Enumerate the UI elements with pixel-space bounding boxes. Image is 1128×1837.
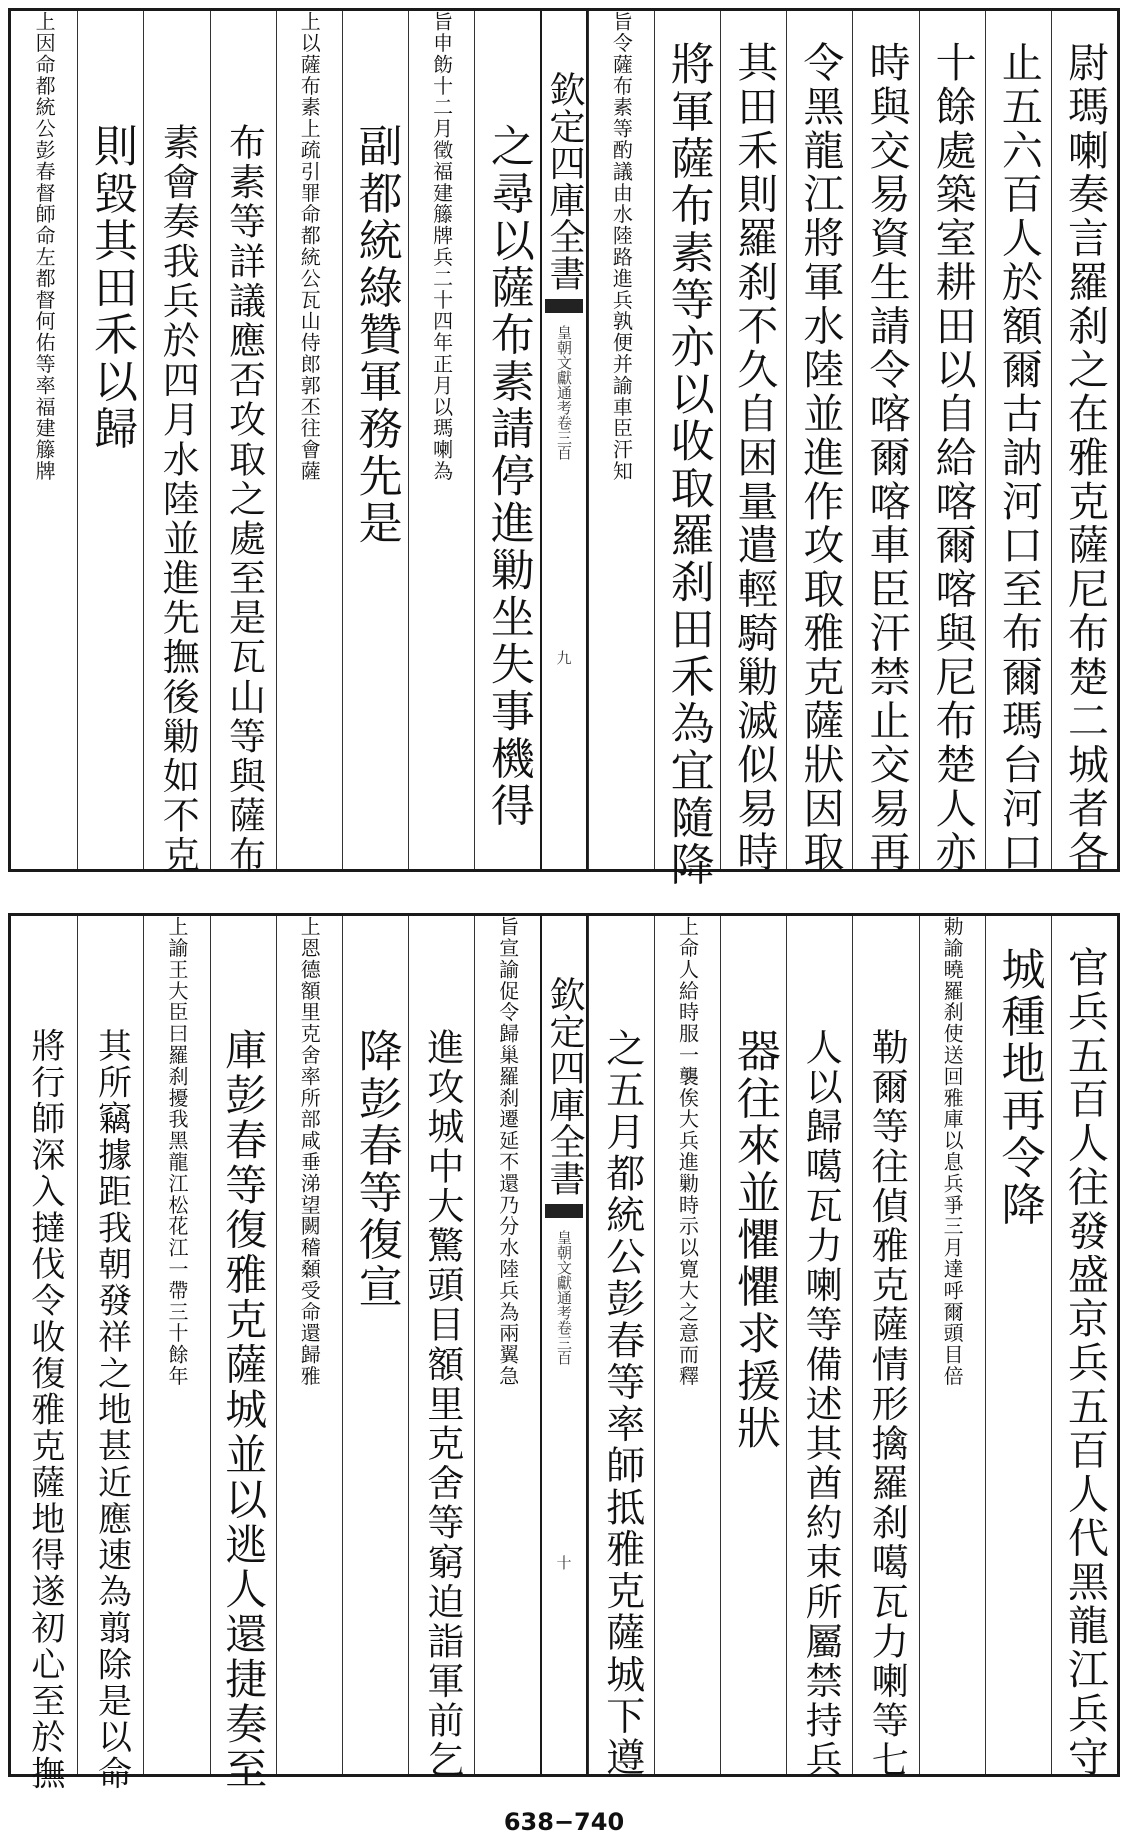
column-text: 旨宣諭促令歸巢羅刹遷延不還乃分水陸兵為兩翼急 (495, 916, 520, 1387)
text-column (276, 11, 342, 869)
text-column (474, 11, 540, 869)
text-column (77, 11, 143, 869)
text-column (342, 916, 408, 1774)
text-column (77, 916, 143, 1792)
text-column (720, 916, 786, 1774)
text-column (852, 11, 918, 875)
column-text: 上以薩布素上疏引罪命都統公瓦山侍郎郭丕往會薩 (297, 11, 322, 482)
column-text: 將軍薩布素等亦以收取羅刹田禾為宜隨降 (662, 41, 714, 889)
banner-subtitle: 皇朝文獻通考卷三百 (555, 325, 574, 461)
column-text: 則毀其田禾以歸 (85, 123, 137, 453)
column-text: 庫彭春等復雅克薩城並以逃人還捷奏至 (219, 1028, 269, 1792)
text-column (342, 11, 408, 869)
text-column (1051, 11, 1117, 875)
banner-column (540, 11, 587, 869)
column-text: 器往來並懼懼求援狀 (728, 1028, 780, 1452)
text-column (474, 916, 540, 1774)
column-text: 城種地再令降 (993, 946, 1045, 1229)
text-column (654, 11, 720, 889)
column-text: 其田禾則羅刹不久自困量遣輕騎勦滅似易時 (730, 41, 779, 875)
column-text: 素會奏我兵於四月水陸並進先撫後勦如不克 (156, 123, 200, 876)
column-text: 十餘處築室耕田以自給喀爾喀與尼布楚人亦 (928, 41, 977, 875)
text-column (408, 11, 474, 869)
column-text: 上諭王大臣曰羅刹擾我黑龍江松花江一帶三十餘年 (164, 916, 189, 1387)
column-text: 上因命都統公彭春督師命左都督何佑等率福建籐牌 (32, 11, 57, 482)
text-column (408, 916, 474, 1781)
text-column (11, 11, 77, 869)
fishtail-ornament (545, 299, 583, 313)
text-column (276, 916, 342, 1774)
column-text: 上命人給時服一襲俟大兵進勦時示以寛大之意而釋 (675, 916, 700, 1387)
text-column (588, 916, 654, 1780)
column-text: 尉瑪喇奏言羅刹之在雅克薩尼布楚二城者各 (1060, 41, 1109, 875)
text-column (852, 916, 918, 1781)
column-text: 時與交易資生請令喀爾喀車臣汗禁止交易再 (862, 41, 911, 875)
bottom-page (0, 905, 1128, 1792)
column-text: 布素等詳議應否攻取之處至是瓦山等與薩布 (222, 123, 266, 876)
column-text: 官兵五百人往發盛京兵五百人代黑龍江兵守 (1060, 946, 1109, 1780)
text-column (210, 11, 276, 876)
text-column (1051, 916, 1117, 1780)
column-text: 之尋以薩布素請停進勦坐失事機得 (482, 123, 534, 830)
text-column (654, 916, 720, 1774)
column-text: 其所竊據距我朝發祥之地甚近應速為翦除是以命 (91, 1028, 132, 1792)
banner-page-number: 九 (554, 650, 573, 666)
text-column (143, 11, 209, 876)
text-column (786, 916, 852, 1781)
text-column (985, 11, 1051, 875)
column-text: 勒爾等往偵雅克薩情形擒羅刹噶瓦力喇等七 (865, 1028, 909, 1781)
text-column (210, 916, 276, 1792)
column-text: 副都統綠贊軍務先是 (350, 123, 402, 547)
page-number: 638−740 (503, 1808, 625, 1836)
banner-column (540, 916, 587, 1774)
column-text: 進攻城中大驚頭目額里克舍等窮迫詣軍前乞 (420, 1028, 464, 1781)
text-column (985, 916, 1051, 1774)
column-text: 旨令薩布素等酌議由水陸路進兵孰便并諭車臣汗知 (609, 11, 634, 482)
text-column (720, 11, 786, 875)
top-page (0, 0, 1128, 889)
column-text: 上恩德額里克舍率所部咸垂涕望闕稽顙受命還歸雅 (297, 916, 322, 1387)
banner-title: 欽定四庫全書 (544, 71, 586, 292)
column-text: 人以歸噶瓦力喇等備述其酋約束所屬禁持兵 (799, 1028, 843, 1781)
text-column (786, 11, 852, 875)
text-column (11, 916, 77, 1792)
top-page-columns (11, 11, 1117, 889)
banner-subtitle: 皇朝文獻通考卷三百 (555, 1230, 574, 1366)
text-column (919, 11, 985, 875)
text-column (143, 916, 209, 1774)
top-page-frame (8, 8, 1120, 889)
column-text: 勅諭曉羅刹使送回雅庫以息兵爭三月達呼爾頭目倍 (940, 916, 965, 1387)
column-text: 令黑龍江將軍水陸並進作攻取雅克薩狀因取 (796, 41, 845, 875)
banner-title: 欽定四庫全書 (544, 976, 586, 1197)
bottom-page-frame (8, 913, 1120, 1792)
column-text: 之五月都統公彭春等率師抵雅克薩城下遵 (599, 1028, 645, 1780)
banner-page-number: 十 (554, 1555, 573, 1571)
column-text: 將行師深入撻伐令收復雅克薩地得遂初心至於撫 (24, 1028, 65, 1792)
column-text: 降彭春等復宣 (350, 1028, 402, 1311)
column-text: 旨申飭十二月徵福建籐牌兵二十四年正月以瑪喇為 (429, 11, 454, 482)
bottom-page-columns (11, 916, 1117, 1792)
text-column (588, 11, 654, 869)
fishtail-ornament (545, 1204, 583, 1218)
text-column (919, 916, 985, 1774)
column-text: 止五六百人於額爾古訥河口至布爾瑪台河口 (994, 41, 1043, 875)
